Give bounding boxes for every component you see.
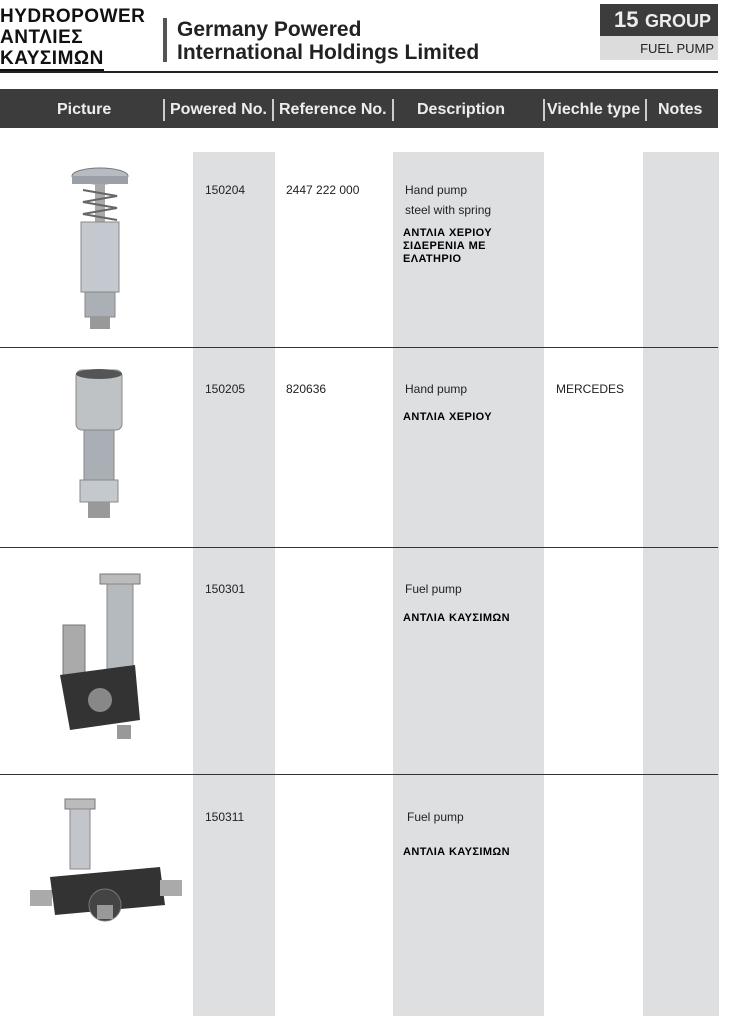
powered-no: 150311 — [205, 810, 245, 824]
fuel-pump-image — [25, 795, 185, 945]
hand-pump-image — [70, 366, 130, 522]
row-divider — [0, 774, 718, 775]
col-reference-no: Reference No. — [279, 101, 387, 118]
reference-no: 2447 222 000 — [286, 183, 360, 197]
company-line: Germany Powered — [177, 18, 362, 41]
col-notes: Notes — [658, 101, 703, 118]
greek-description: ΑΝΤΛΙΑ ΧΕΡΙΟΥ — [403, 411, 493, 423]
company-name — [177, 18, 479, 64]
description: Fuel pump — [407, 810, 464, 824]
brand-line: ΑΝΤΛΙΕΣ — [0, 27, 84, 48]
company-line: International Holdings Limited — [177, 41, 480, 64]
divider — [645, 99, 647, 121]
col-powered-no: Powered No. — [170, 101, 267, 118]
row-divider — [0, 547, 718, 548]
description: Hand pump — [405, 382, 468, 396]
greek-line: ΑΝΤΛΙΑ ΧΕΡΙΟΥ — [403, 227, 493, 239]
greek-line: ΕΛΑΤΗΡΙΟ — [403, 253, 462, 265]
powered-no: 150204 — [205, 183, 246, 197]
reference-no: 820636 — [286, 382, 327, 396]
col-picture: Picture — [57, 101, 112, 118]
vehicle-type: MERCEDES — [556, 382, 625, 396]
description: steel with spring — [405, 203, 492, 217]
powered-no: 150205 — [205, 382, 246, 396]
hand-pump-spring-image — [65, 162, 135, 332]
column-shade — [643, 152, 719, 1016]
header-rule — [0, 71, 718, 73]
brand-line: HYDROPOWER — [0, 6, 146, 27]
divider — [392, 99, 394, 121]
divider — [163, 18, 167, 62]
description: Hand pump — [405, 183, 468, 197]
brand-line: ΚΑΥΣΙΜΩΝ — [0, 48, 104, 69]
col-vehicle-type: Viechle type — [547, 101, 641, 118]
group-name — [600, 36, 718, 60]
greek-description: ΑΝΤΛΙΑ ΚΑΥΣΙΜΩΝ — [403, 612, 510, 624]
greek-description — [403, 227, 492, 266]
col-description: Description — [417, 101, 506, 118]
divider — [163, 99, 165, 121]
group-badge — [600, 4, 718, 36]
group-label: GROUP — [645, 11, 712, 31]
greek-description: ΑΝΤΛΙΑ ΚΑΥΣΙΜΩΝ — [403, 846, 510, 858]
divider — [543, 99, 545, 121]
greek-line: ΣΙΔΕΡΕΝΙΑ ΜΕ — [403, 240, 486, 252]
powered-no: 150301 — [205, 582, 246, 596]
brand-logo — [0, 6, 145, 71]
row-divider — [0, 347, 718, 348]
group-number: 15 — [614, 7, 639, 32]
divider — [272, 99, 274, 121]
table-header — [0, 89, 718, 128]
group-name-text: FUEL PUMP — [640, 41, 714, 56]
fuel-pump-image — [55, 570, 145, 745]
description: Fuel pump — [405, 582, 462, 596]
